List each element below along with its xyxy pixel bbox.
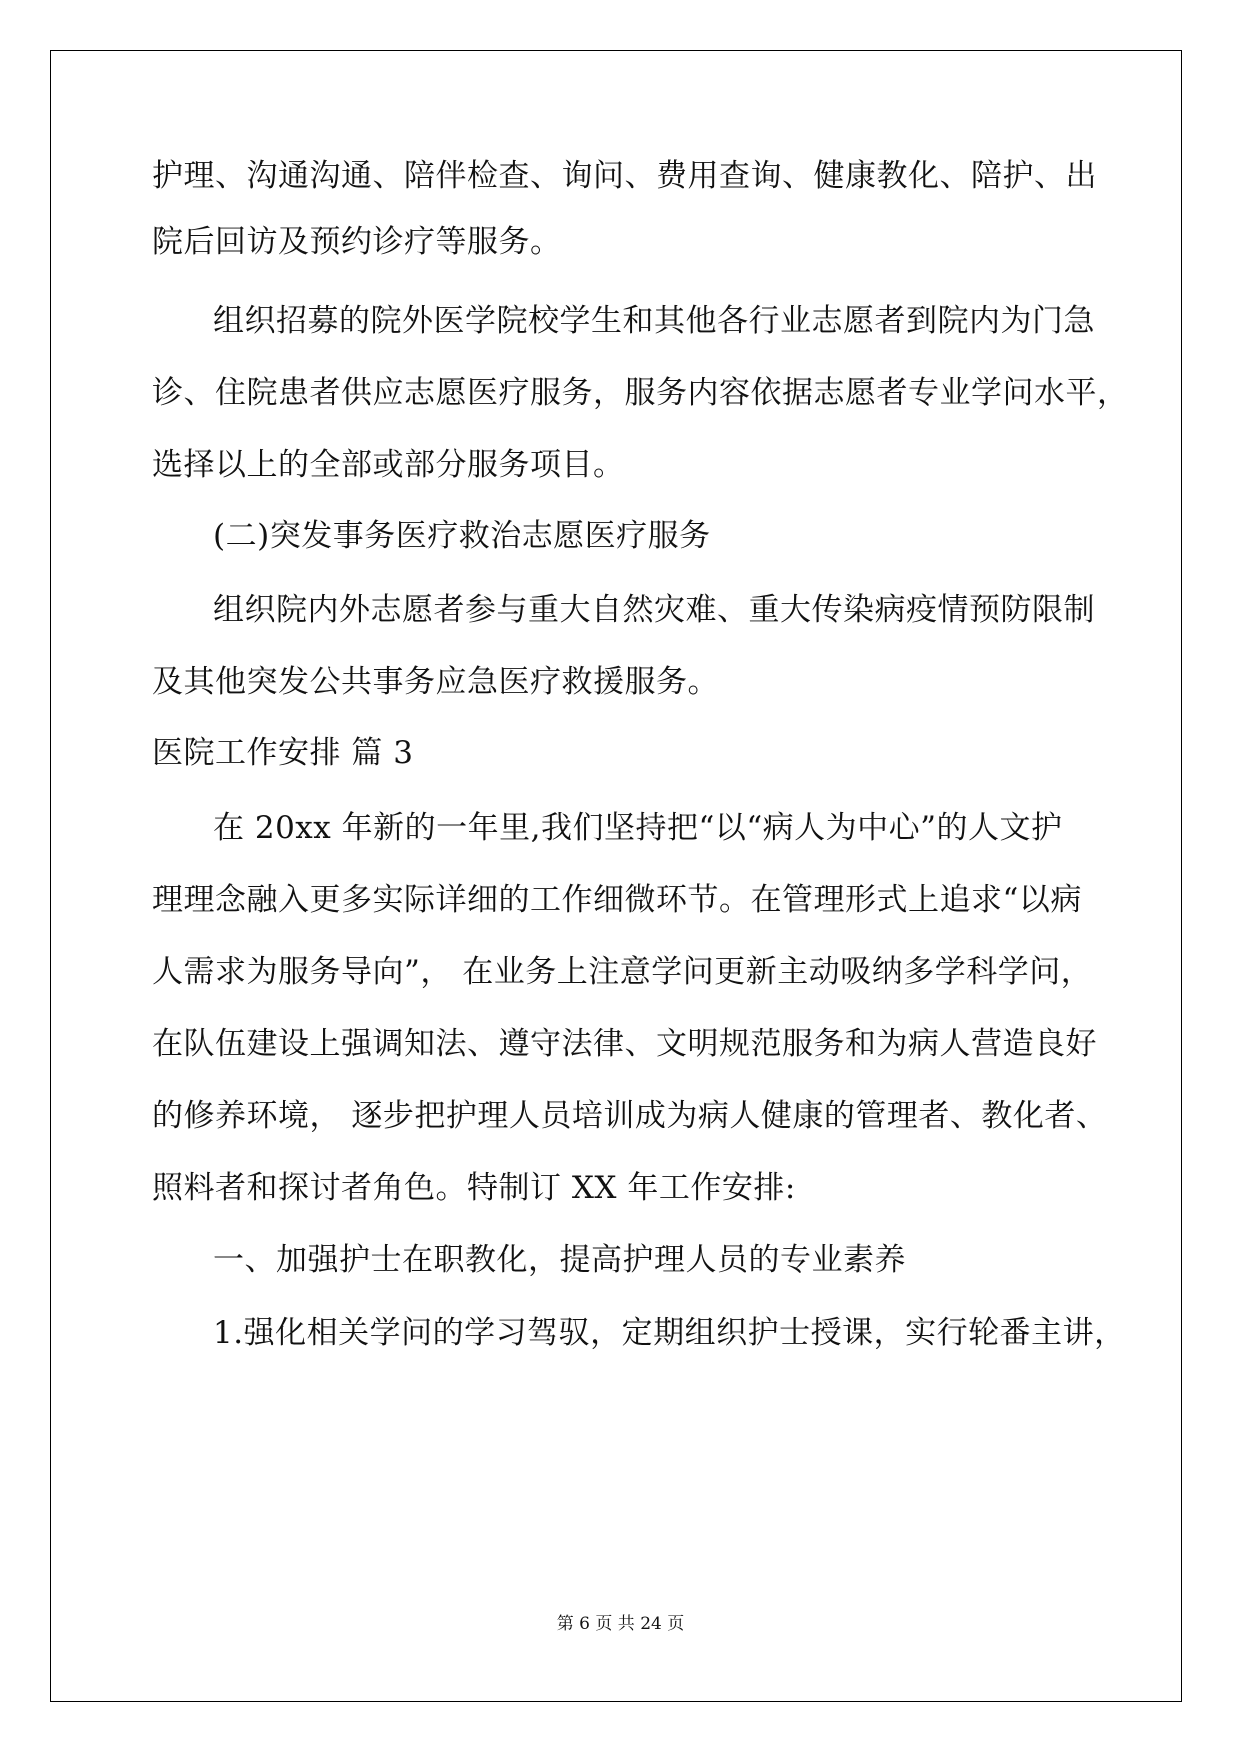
- section-title: 医院工作安排 篇 3: [152, 735, 414, 771]
- text-line: 在 20xx 年新的一年里,我们坚持把“以“病人为中心”的人文护: [213, 810, 1063, 846]
- text-line: 选择以上的全部或部分服务项目。: [152, 447, 625, 483]
- section-heading: (二)突发事务医疗救治志愿医疗服务: [213, 518, 711, 554]
- text-line: 的修养环境， 逐步把护理人员培训成为病人健康的管理者、教化者、: [152, 1098, 1108, 1134]
- text-line: 1.强化相关学问的学习驾驭，定期组织护士授课，实行轮番主讲，: [213, 1315, 1126, 1351]
- text-line: 人需求为服务导向”， 在业务上注意学问更新主动吸纳多学科学问，: [152, 954, 1093, 990]
- page-footer: 第 6 页 共 24 页: [556, 1614, 685, 1634]
- text-line: 组织招募的院外医学院校学生和其他各行业志愿者到院内为门急: [213, 303, 1095, 339]
- text-line: 诊、住院患者供应志愿医疗服务，服务内容依据志愿者专业学问水平，: [152, 375, 1129, 411]
- text-line: 理理念融入更多实际详细的工作细微环节。在管理形式上追求“以病: [152, 882, 1082, 918]
- page-border: [50, 50, 1182, 1702]
- section-heading: 一、加强护士在职教化，提高护理人员的专业素养: [213, 1242, 906, 1278]
- text-line: 照料者和探讨者角色。特制订 XX 年工作安排:: [152, 1170, 796, 1206]
- text-line: 组织院内外志愿者参与重大自然灾难、重大传染病疫情预防限制: [213, 592, 1095, 628]
- text-line: 在队伍建设上强调知法、遵守法律、文明规范服务和为病人营造良好: [152, 1026, 1097, 1062]
- text-line: 护理、沟通沟通、陪伴检查、询问、费用查询、健康教化、陪护、出: [152, 158, 1097, 194]
- text-line: 及其他突发公共事务应急医疗救援服务。: [152, 664, 719, 700]
- text-line: 院后回访及预约诊疗等服务。: [152, 224, 562, 260]
